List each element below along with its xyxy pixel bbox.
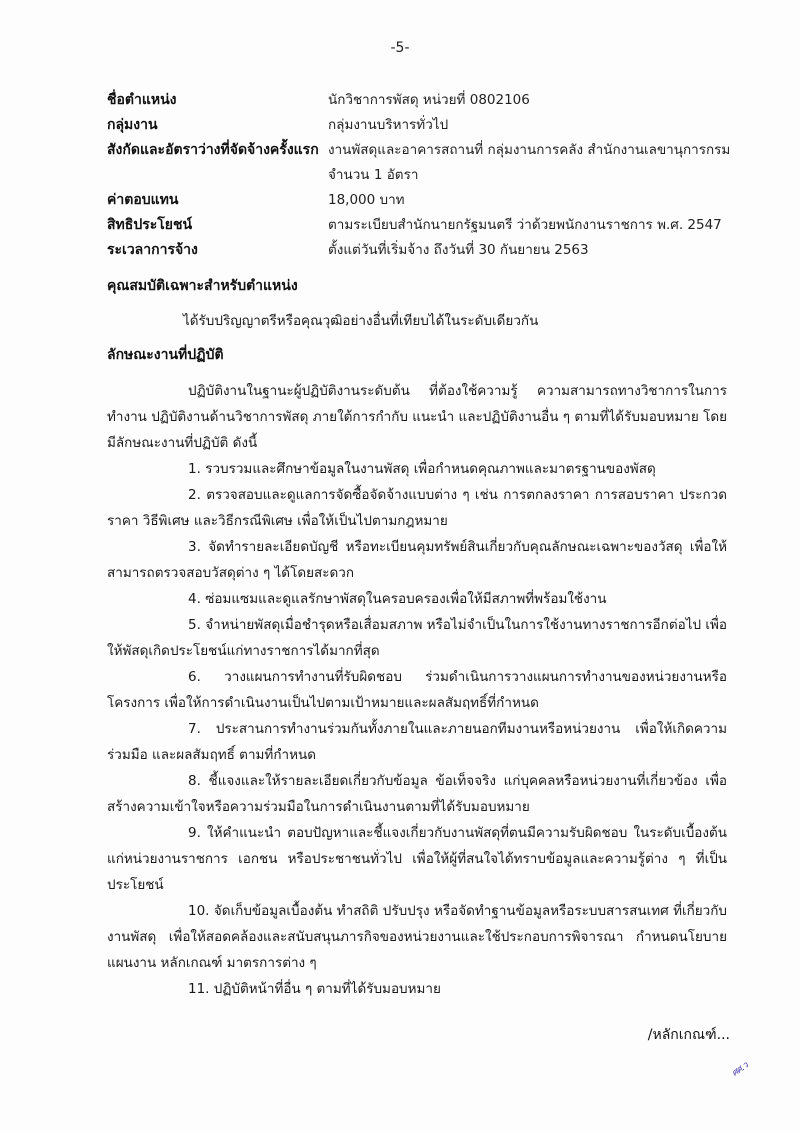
item-text: ตรวจสอบและดูแลการจัดซื้อจัดจ้างแบบต่าง ๆ เช่น การตกลงราคา การสอบราคา ประกวดราคา วิธีพิเศษ และวิธีกรณีพิเศษ เพื่อให้เป็นไปตามกฎหมาย <box>107 487 727 529</box>
item-number: 10. <box>188 903 210 919</box>
info-label: กลุ่มงาน <box>107 117 158 133</box>
duties-section <box>107 343 727 1002</box>
duty-item <box>107 612 727 664</box>
qualification-text: ได้รับปริญญาตรีหรือคุณวุฒิอย่างอื่นที่เทียบได้ในระดับเดียวกัน <box>183 313 539 329</box>
duty-item <box>107 898 727 976</box>
item-number: 7. <box>188 721 201 737</box>
item-number: 9. <box>188 825 201 841</box>
duty-item <box>107 664 727 716</box>
item-number: 8. <box>188 773 201 789</box>
item-text: ประสานการทำงานร่วมกันทั้งภายในและภายนอกทีมงานหรือหน่วยงาน เพื่อให้เกิดความร่วมมือ และผลสัมฤทธิ์ ตามที่กำหนด <box>107 721 727 763</box>
section-title: คุณสมบัติเฉพาะสำหรับตำแหน่ง <box>107 278 298 294</box>
item-text: จัดเก็บข้อมูลเบื้องต้น ทำสถิติ ปรับปรุง หรือจัดทำฐานข้อมูลหรือระบบสารสนเทศ ที่เกี่ยวกับงานพัสดุ เพื่อให้สอดคล้องและสนับสนุนภารกิจของหน่วยงานและใช้ประกอบการพิจารณา กำหนดนโยบาย แผนงาน หลักเกณฑ์ มาตรการต่าง ๆ <box>107 903 727 971</box>
info-value <box>328 238 737 263</box>
info-value-line: จำนวน 1 อัตรา <box>328 167 419 183</box>
info-value-line: ตั้งแต่วันที่เริ่มจ้าง ถึงวันที่ 30 กันยายน 2563 <box>328 242 589 258</box>
duty-item <box>107 716 727 768</box>
item-text: วางแผนการทำงานที่รับผิดชอบ ร่วมดำเนินการวางแผนการทำงานของหน่วยงานหรือโครงการ เพื่อให้การดำเนินงานเป็นไปตามเป้าหมายและผลสัมฤทธิ์ที่กำหนด <box>107 669 727 711</box>
info-value-line: ตามระเบียบสำนักนายกรัฐมนตรี ว่าด้วยพนักงานราชการ พ.ศ. 2547 <box>328 217 722 233</box>
info-label: สังกัดและอัตราว่างที่จัดจ้างครั้งแรก <box>107 142 319 158</box>
duty-item <box>107 586 727 612</box>
item-text: ชี้แจงและให้รายละเอียดเกี่ยวกับข้อมูล ข้อเท็จจริง แก่บุคคลหรือหน่วยงานที่เกี่ยวข้อง เพื่อสร้างความเข้าใจหรือความร่วมมือในการดำเนินงานตามที่ได้รับมอบหมาย <box>107 773 727 815</box>
info-value-line: 18,000 บาท <box>328 192 405 208</box>
item-number: 2. <box>188 487 201 503</box>
continuation-marker: /หลักเกณฑ์... <box>647 1027 730 1043</box>
info-value-line: งานพัสดุและอาคารสถานที่ กลุ่มงานการคลัง สำนักงานเลขานุการกรม <box>328 142 731 158</box>
item-text: รวบรวมและศึกษาข้อมูลในงานพัสดุ เพื่อกำหนดคุณภาพและมาตรฐานของพัสดุ <box>205 461 656 477</box>
item-text: ปฏิบัติหน้าที่อื่น ๆ ตามที่ได้รับมอบหมาย <box>213 981 441 997</box>
info-label: ชื่อตำแหน่ง <box>107 92 177 108</box>
info-label: ค่าตอบแทน <box>107 192 179 208</box>
info-row-employment-period <box>107 238 737 263</box>
item-text: จัดทำรายละเอียดบัญชี หรือทะเบียนคุมทรัพย์สินเกี่ยวกับคุณลักษณะเฉพาะของวัสดุ เพื่อให้สามารถตรวจสอบวัสดุต่าง ๆ ได้โดยสะดวก <box>107 539 728 581</box>
info-row-compensation <box>107 188 737 213</box>
info-label: ระเวลาการจ้าง <box>107 242 198 258</box>
duty-item <box>107 456 727 482</box>
position-info-table <box>107 88 737 263</box>
section-title: ลักษณะงานที่ปฏิบัติ <box>107 347 224 363</box>
duty-item <box>107 768 727 820</box>
item-number: 6. <box>188 669 201 685</box>
duties-intro: ปฏิบัติงานในฐานะผู้ปฏิบัติงานระดับต้น ที่ต้องใช้ความรู้ ความสามารถทางวิชาการในการทำงาน ปฏิบัติงานด้านวิชาการพัสดุ ภายใต้การกำกับ แนะนำ และปฏิบัติงานอื่น ๆ ตามที่ได้รับมอบหมาย โดยมีลักษณะงานที่ปฏิบัติ ดังนี้ <box>107 383 727 451</box>
qualifications-section <box>107 274 727 334</box>
item-number: 5. <box>188 617 201 633</box>
info-row-work-group <box>107 113 737 138</box>
info-row-position-name <box>107 88 737 113</box>
item-text: ซ่อมแซมและดูแลรักษาพัสดุในครอบครองเพื่อให้มีสภาพที่พร้อมใช้งาน <box>205 591 607 607</box>
item-number: 11. <box>188 981 210 997</box>
info-value <box>328 88 737 113</box>
info-value-line: นักวิชาการพัสดุ หน่วยที่ 0802106 <box>328 92 530 108</box>
item-text: ให้คำแนะนำ ตอบปัญหาและชี้แจงเกี่ยวกับงานพัสดุที่ตนมีความรับผิดชอบ ในระดับเบื้องต้น แก่หน่วยงานราชการ เอกชน หรือประชาชนทั่วไป เพื่อให้ผู้ที่สนใจได้ทราบข้อมูลและความรู้ต่าง ๆ ที่เป็นประโยชน์ <box>107 825 727 893</box>
duty-item <box>107 976 727 1002</box>
item-number: 4. <box>188 591 201 607</box>
info-value <box>328 113 737 138</box>
info-value <box>328 138 737 188</box>
info-label: สิทธิประโยชน์ <box>107 217 193 233</box>
duty-item <box>107 482 727 534</box>
duty-item <box>107 820 727 898</box>
info-row-benefits <box>107 213 737 238</box>
info-row-affiliation <box>107 138 737 188</box>
page-number: -5- <box>390 40 410 56</box>
handwritten-initials: ศศ.ว <box>730 1060 751 1079</box>
info-value <box>328 188 737 213</box>
info-value <box>328 213 737 238</box>
item-number: 3. <box>188 539 201 555</box>
info-value-line: กลุ่มงานบริหารทั่วไป <box>328 117 449 133</box>
duty-item <box>107 534 727 586</box>
item-text: จำหน่ายพัสดุเมื่อชำรุดหรือเสื่อมสภาพ หรือไม่จำเป็นในการใช้งานทางราชการอีกต่อไป เพื่อให้พัสดุเกิดประโยชน์แก่ทางราชการได้มากที่สุด <box>107 617 727 659</box>
item-number: 1. <box>188 461 201 477</box>
